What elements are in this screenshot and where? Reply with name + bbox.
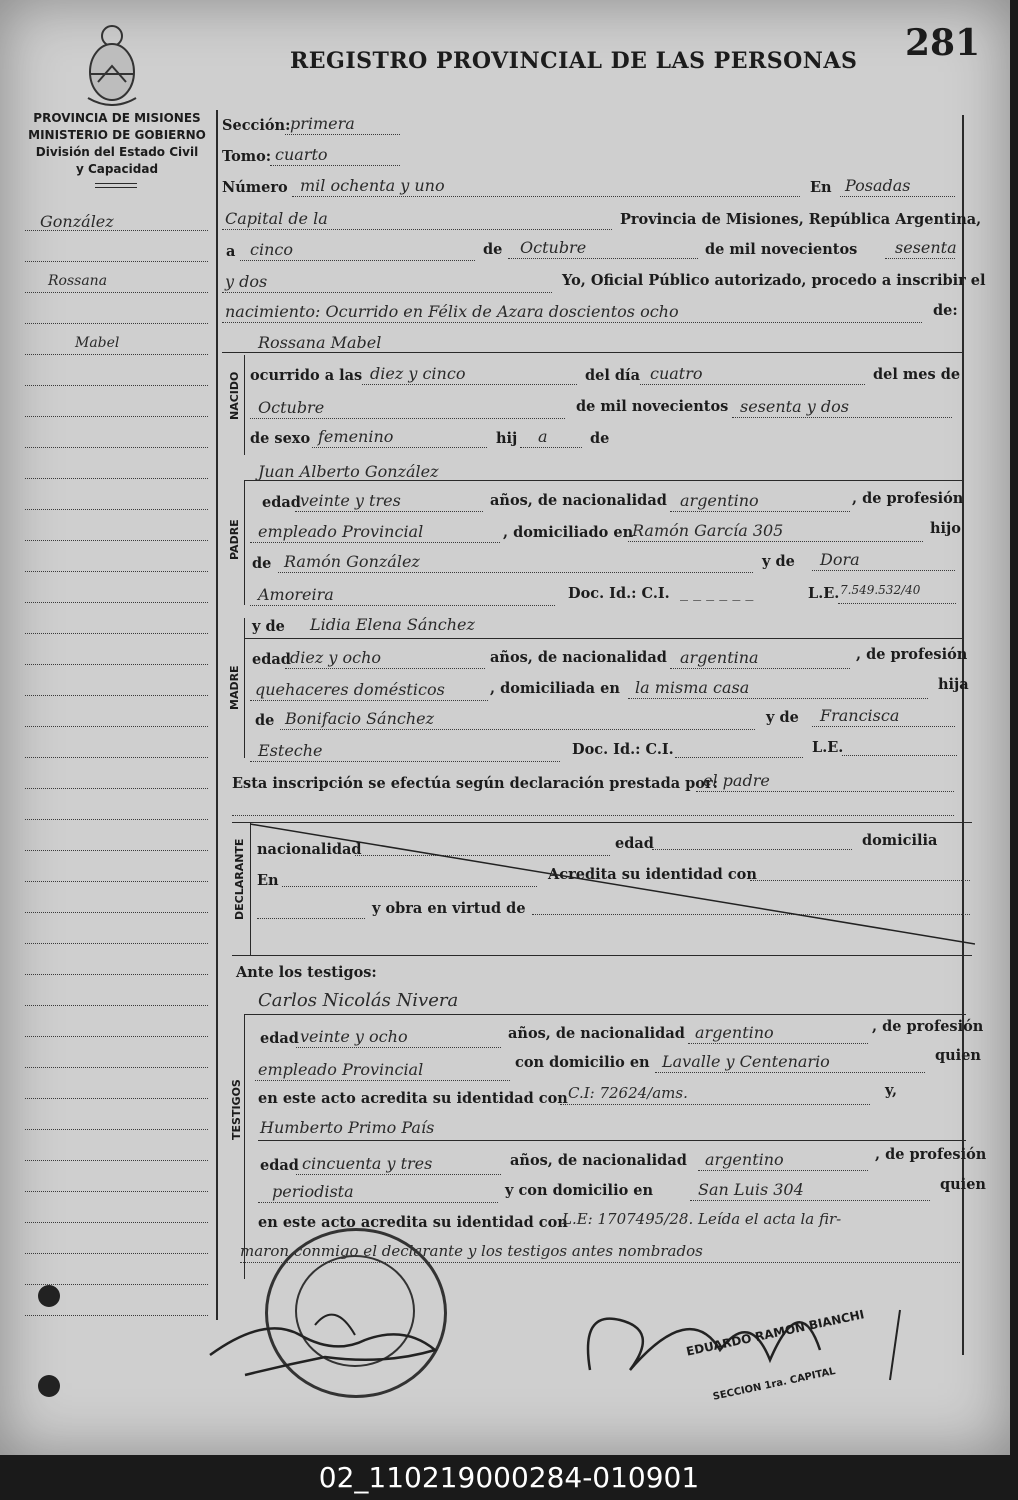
blank-line [255,1080,510,1081]
blank-line [560,1104,870,1105]
label-padre-anos: años, de nacionalidad [490,492,667,509]
blank-line [258,1202,498,1203]
section-rule [244,618,245,758]
blank-line [285,134,400,135]
blank-line [292,196,800,197]
label-ocurrido: ocurrido a las [250,367,363,384]
left-margin-rule [216,110,218,1320]
blank-line [296,1174,501,1175]
blank-line [232,815,954,816]
blank-line [508,258,698,259]
value-madre-madre: Francisca [820,706,900,725]
label-en: En [810,179,832,196]
label-numero: Número [222,179,288,196]
label-tomo: Tomo: [222,148,272,165]
value-dia-nac: cuatro [650,364,703,383]
blank-line [312,447,487,448]
value-padre-nombre: Juan Alberto González [258,462,439,481]
blank-line [296,1047,501,1048]
value-madre-padre: Bonifacio Sánchez [285,709,435,728]
label-yo: Yo, Oficial Público autorizado, procedo a inscribir el [562,272,986,289]
label-padre-le: L.E. [808,585,840,602]
value-padre-le: 7.549.532/40 [840,583,921,597]
value-cierre: maron conmigo el declarante y los testigos antes nombrados [240,1242,703,1260]
document-title: REGISTRO PROVINCIAL DE LAS PERSONAS [290,48,858,74]
margin-dotted-line [25,633,208,634]
value-t2-id: L.E: 1707495/28. Leída el acta la fir- [562,1210,842,1228]
value-nacido-nombre: Rossana Mabel [258,333,382,352]
label-padre-y-de: y de [762,553,795,570]
blank-line [285,668,485,669]
label-t2-acredita: en este acto acredita su identidad con [258,1214,568,1231]
blank-line [222,292,552,293]
value-numero: mil ochenta y uno [300,176,445,195]
blank-line [250,700,488,701]
value-testigo1: Carlos Nicolás Nivera [258,990,459,1011]
issuer-header [22,110,212,178]
side-label-padre: PADRE [228,519,241,560]
value-t2-prof: periodista [272,1182,354,1201]
value-madre-dom: la misma casa [635,678,750,697]
value-hij-suffix: a [538,427,548,446]
value-declarante: el padre [703,771,770,790]
label-hijo: hijo [930,520,961,537]
margin-dotted-line [25,478,208,479]
margin-dotted-line [25,850,208,851]
value-t1-dom: Lavalle y Centenario [662,1052,830,1071]
label-madre-dom: , domiciliada en [490,680,620,697]
section-rule [244,1014,245,1279]
value-t1-prof: empleado Provincial [258,1060,424,1079]
value-mes-nac: Octubre [258,398,325,417]
margin-surname: González [40,212,114,231]
section-rule [244,480,245,605]
label-t2-dom: y con domicilio en [505,1182,654,1199]
label-t1-quien: quien [935,1047,981,1064]
value-padre-padre: Ramón González [284,552,420,571]
margin-dotted-line [25,1222,208,1223]
margin-dotted-line [25,1315,208,1316]
blank-line [240,260,475,261]
blank-line [280,729,755,730]
margin-dotted-line [25,602,208,603]
value-padre-prof: empleado Provincial [258,522,424,541]
margin-dotted-line [25,1191,208,1192]
value-hora: diez y cinco [370,364,466,383]
label-padre-edad: edad [262,494,301,511]
label-de-colon: de: [933,302,958,319]
label-a: a [226,243,236,260]
margin-dotted-line [25,819,208,820]
margin-dotted-line [25,1036,208,1037]
blank-line [250,761,560,762]
blank-line [222,322,922,323]
margin-dotted-line [25,664,208,665]
value-padre-ci: _ _ _ _ _ _ [680,582,754,601]
strike-through-line [250,822,975,947]
blank-line [696,791,954,792]
blank-line [362,384,577,385]
value-mes: Octubre [520,238,587,257]
label-t1-prof: , de profesión [872,1018,984,1035]
value-madre-nombre: Lidia Elena Sánchez [310,615,475,634]
label-hija: hija [938,676,969,693]
label-decl-domicilia: domicilia [862,832,938,849]
archive-id: 02_110219000284-010901 [0,1455,1018,1500]
binder-hole [38,1285,60,1307]
side-label-declarante: DECLARANTE [233,838,246,920]
label-inscripcion: Esta inscripción se efectúa según declaración prestada por: [232,775,718,792]
value-t1-nac: argentino [695,1023,774,1042]
margin-dotted-line [25,261,208,262]
label-de: de [483,241,503,258]
blank-line [628,541,923,542]
margin-dotted-line [25,726,208,727]
blank-line [278,572,753,573]
value-anio-nac: sesenta y dos [740,397,849,416]
blank-line [698,1170,868,1171]
label-madre-y-de: y de [252,618,285,635]
label-padre-dom: , domiciliado en [503,524,634,541]
value-padre-edad: veinte y tres [300,491,401,510]
margin-dotted-line [25,447,208,448]
section-rule [258,1140,966,1141]
margin-dotted-line [25,1160,208,1161]
value-testigo2: Humberto Primo País [260,1118,435,1137]
margin-dotted-line [25,292,208,293]
blank-line [640,384,865,385]
margin-dotted-line [25,974,208,975]
margin-dotted-line [25,1067,208,1068]
value-sexo: femenino [318,427,394,446]
value-padre-madre: Dora [820,550,860,569]
side-label-testigos: TESTIGOS [230,1079,243,1140]
blank-line [222,229,612,230]
header-rule [95,183,137,184]
blank-line [520,447,582,448]
value-anio2: y dos [225,272,268,291]
label-t1-edad: edad [260,1030,299,1047]
label-padre-de: de [252,555,272,572]
label-de-mil: de mil novecientos [705,241,858,258]
value-seccion: primera [290,114,355,133]
header-line-3: División del Estado Civil [35,145,199,159]
margin-dotted-line [25,881,208,882]
label-decl-edad: edad [615,835,654,852]
header-line-4: y Capacidad [75,162,159,176]
margin-dotted-line [25,788,208,789]
blank-line [250,418,565,419]
label-de-sexo: de sexo [250,430,311,447]
label-decl-nacionalidad: nacionalidad [257,841,362,858]
label-madre-doc: Doc. Id.: C.I. [572,741,674,758]
margin-dotted-line [25,323,208,324]
blank-line [688,1043,868,1044]
blank-line [842,755,957,756]
label-t1-dom: con domicilio en [515,1054,650,1071]
margin-dotted-line [25,540,208,541]
value-t1-edad: veinte y ocho [300,1027,408,1046]
label-madre-anos: años, de nacionalidad [490,649,667,666]
margin-dotted-line [25,1253,208,1254]
label-del-dia: del día [585,367,640,384]
label-madre-le: L.E. [812,739,844,756]
header-line-1: PROVINCIA DE MISIONES [33,111,201,125]
section-rule [244,638,964,639]
label-t2-quien: quien [940,1176,986,1193]
blank-line [670,668,850,669]
witness-signature-icon [205,1295,525,1385]
margin-dotted-line [25,1129,208,1130]
label-t1-acredita: en este acto acredita su identidad con [258,1090,568,1107]
value-padre-madre2: Amoreira [258,585,334,604]
label-t1-y: y, [885,1082,898,1099]
signer-name: EDUARDO RAMON BIANCHI [685,1307,866,1359]
label-padre-doc: Doc. Id.: C.I. [568,585,670,602]
margin-dotted-line [25,571,208,572]
value-t2-dom: San Luis 304 [698,1180,804,1199]
margin-dotted-line [25,416,208,417]
value-madre-madre2: Esteche [258,741,323,760]
right-margin-rule [962,115,964,1355]
binder-hole [38,1375,60,1397]
value-dia: cinco [250,240,293,259]
label-t2-anos: años, de nacionalidad [510,1152,687,1169]
signer-office: SECCION 1ra. CAPITAL [712,1366,837,1403]
value-t1-id: C.I: 72624/ams. [568,1084,688,1102]
value-t2-edad: cincuenta y tres [302,1154,433,1173]
margin-dotted-line [25,1098,208,1099]
page-number: 281 [905,22,981,64]
value-tomo: cuarto [275,145,328,164]
label-t1-anos: años, de nacionalidad [508,1025,685,1042]
value-madre-nac: argentina [680,648,759,667]
blank-line [812,726,955,727]
label-padre-prof: , de profesión [852,490,964,507]
blank-line [670,511,850,512]
section-rule [222,352,964,353]
value-t2-nac: argentino [705,1150,784,1169]
value-padre-dom: Ramón García 305 [632,521,784,540]
label-del-mes: del mes de [873,366,961,383]
blank-line [270,165,400,166]
label-madre-edad: edad [252,651,291,668]
label-decl-acredita: Acredita su identidad con [548,866,757,883]
blank-line [690,1200,930,1201]
blank-line [838,603,956,604]
section-rule [232,955,972,956]
blank-line [295,511,483,512]
margin-dotted-line [25,354,208,355]
value-acto: nacimiento: Ocurrido en Félix de Azara doscientos ocho [225,302,679,321]
blank-line [732,417,952,418]
margin-dotted-line [25,509,208,510]
value-anio: sesenta [895,238,957,257]
value-capital: Capital de la [225,209,328,228]
label-de-padres: de [590,430,610,447]
blank-line [250,542,500,543]
margin-dotted-line [25,1005,208,1006]
blank-line [655,1072,925,1073]
margin-dotted-line [25,385,208,386]
value-padre-nac: argentino [680,491,759,510]
label-t2-edad: edad [260,1157,299,1174]
header-line-2: MINISTERIO DE GOBIERNO [28,128,206,142]
value-madre-edad: diez y ocho [290,648,381,667]
blank-line [250,605,555,606]
label-madre-y-de-2: y de [766,709,799,726]
label-decl-en: En [257,872,279,889]
header-rule [95,187,137,188]
label-seccion: Sección: [222,117,291,134]
value-madre-prof: quehaceres domésticos [255,680,445,699]
margin-dotted-line [25,912,208,913]
margin-dotted-line [25,943,208,944]
section-rule [244,355,245,455]
label-madre-prof: , de profesión [856,646,968,663]
label-de-mil-2: de mil novecientos [576,398,729,415]
side-label-nacido: NACIDO [228,371,241,420]
margin-dotted-line [25,695,208,696]
margin-note: Mabel [75,335,120,351]
label-ante: Ante los testigos: [236,964,377,981]
section-rule [244,1014,966,1015]
margin-dotted-line [25,757,208,758]
label-t2-prof: , de profesión [875,1146,987,1163]
coat-of-arms-icon [80,22,144,106]
label-madre-de: de [255,712,275,729]
blank-line [628,698,928,699]
label-decl-obra: y obra en virtud de [372,900,526,917]
blank-line [812,570,955,571]
margin-name: Rossana [48,273,108,289]
blank-line [885,258,955,259]
value-en: Posadas [845,176,911,195]
side-label-madre: MADRE [228,665,241,710]
label-hij: hij [496,430,518,447]
blank-line [675,757,803,758]
label-provincia: Provincia de Misiones, República Argentina, [620,211,982,228]
blank-line [840,196,955,197]
